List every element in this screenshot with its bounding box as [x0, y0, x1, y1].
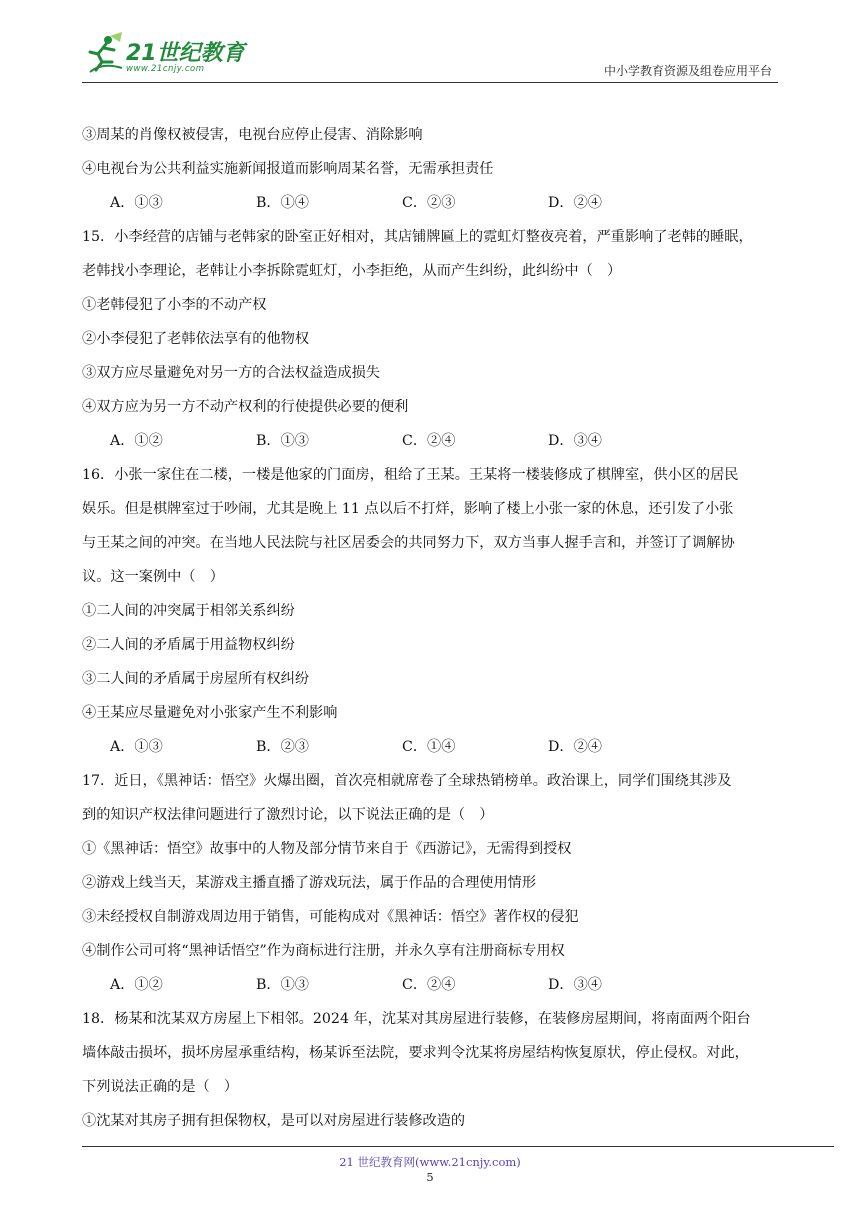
question-stem: 到的知识产权法律问题进行了激烈讨论，以下说法正确的是（ ）: [82, 807, 494, 823]
statement-line: ③二人间的矛盾属于房屋所有权纠纷: [82, 671, 310, 687]
option-b: B．①③: [256, 433, 309, 449]
page-number: 5: [426, 1170, 434, 1184]
option-b: B．①④: [256, 195, 309, 211]
statement-line: ④电视台为公共利益实施新闻报道而影响周某名誉，无需承担责任: [82, 161, 494, 177]
statement-line: ④制作公司可将“黑神话悟空”作为商标进行注册，并永久享有注册商标专用权: [82, 943, 565, 959]
question-stem: 议。这一案例中（ ）: [82, 569, 224, 585]
option-c: C．②③: [402, 195, 456, 211]
statement-line: ③未经授权自制游戏周边用于销售，可能构成对《黑神话：悟空》著作权的侵犯: [82, 909, 579, 925]
statement-line: ①老韩侵犯了小李的不动产权: [82, 297, 267, 313]
option-a: A．①③: [110, 195, 163, 211]
statement-line: ①二人间的冲突属于相邻关系纠纷: [82, 603, 295, 619]
statement-line: ②游戏上线当天，某游戏主播直播了游戏玩法，属于作品的合理使用情形: [82, 875, 537, 891]
platform-label: 中小学教育资源及组卷应用平台: [603, 64, 772, 78]
header-divider: [82, 82, 778, 83]
footer-link[interactable]: 21 世纪教育网(www.21cnjy.com): [339, 1155, 521, 1169]
question-content: [82, 118, 778, 1138]
answer-options: [82, 968, 778, 1002]
question-stem: 娱乐。但是棋牌室过于吵闹，尤其是晚上 11 点以后不打烊，影响了楼上小张一家的休息，还引发了小张: [82, 501, 734, 517]
footer-divider: [82, 1146, 834, 1147]
question-stem: 18．杨某和沈某双方房屋上下相邻。2024 年，沈某对其房屋进行装修，在装修房屋期间，将南面两个阳台: [82, 1011, 751, 1027]
logo-url: www.21cnjy.com: [126, 64, 205, 74]
option-d: D．②④: [548, 739, 602, 755]
question-stem: 与王某之间的冲突。在当地人民法院与社区居委会的共同努力下，双方当事人握手言和，并签订了调解协: [82, 535, 735, 551]
answer-options: [82, 186, 778, 220]
statement-line: ①《黑神话：悟空》故事中的人物及部分情节来自于《西游记》，无需得到授权: [82, 841, 572, 857]
option-d: D．③④: [548, 433, 602, 449]
question-stem: 16．小张一家住在二楼，一楼是他家的门面房，租给了王某。王某将一楼装修成了棋牌室，供小区的居民: [82, 467, 739, 483]
question-stem: 17．近日，《黑神话：悟空》火爆出圈，首次亮相就席卷了全球热销榜单。政治课上，同学们围绕其涉及: [82, 773, 732, 789]
statement-line: ②二人间的矛盾属于用益物权纠纷: [82, 637, 295, 653]
option-a: A．①②: [110, 433, 163, 449]
logo-text: 21世纪教育: [126, 41, 245, 66]
option-d: D．③④: [548, 977, 602, 993]
question-stem: 墙体敲击损坏，损坏房屋承重结构，杨某诉至法院，要求判令沈某将房屋结构恢复原状，停止侵权。对此，: [82, 1045, 749, 1061]
answer-options: [82, 424, 778, 458]
option-a: A．①②: [110, 977, 163, 993]
option-a: A．①③: [110, 739, 163, 755]
option-b: B．②③: [256, 739, 309, 755]
statement-line: ①沈某对其房子拥有担保物权，是可以对房屋进行装修改造的: [82, 1113, 466, 1129]
question-stem: 老韩找小李理论，老韩让小李拆除霓虹灯，小李拒绝，从而产生纠纷，此纠纷中（ ）: [82, 263, 622, 279]
statement-line: ③双方应尽量避免对另一方的合法权益造成损失: [82, 365, 380, 381]
statement-line: ④双方应为另一方不动产权利的行使提供必要的便利: [82, 399, 409, 415]
option-c: C．②④: [402, 433, 456, 449]
runner-logo-icon: [82, 32, 126, 76]
answer-options: [82, 730, 778, 764]
option-d: D．②④: [548, 195, 602, 211]
question-stem: 15．小李经营的店铺与老韩家的卧室正好相对，其店铺牌匾上的霓虹灯整夜亮着，严重影响了老韩的睡眠，: [82, 229, 753, 245]
statement-line: ②小李侵犯了老韩依法享有的他物权: [82, 331, 310, 347]
site-logo: [82, 30, 252, 78]
option-c: C．①④: [402, 739, 456, 755]
question-stem: 下列说法正确的是（ ）: [82, 1079, 239, 1095]
option-b: B．①③: [256, 977, 309, 993]
page-header: [82, 30, 778, 82]
option-c: C．②④: [402, 977, 456, 993]
statement-line: ④王某应尽量避免对小张家产生不利影响: [82, 705, 338, 721]
statement-line: ③周某的肖像权被侵害，电视台应停止侵害、消除影响: [82, 127, 423, 143]
